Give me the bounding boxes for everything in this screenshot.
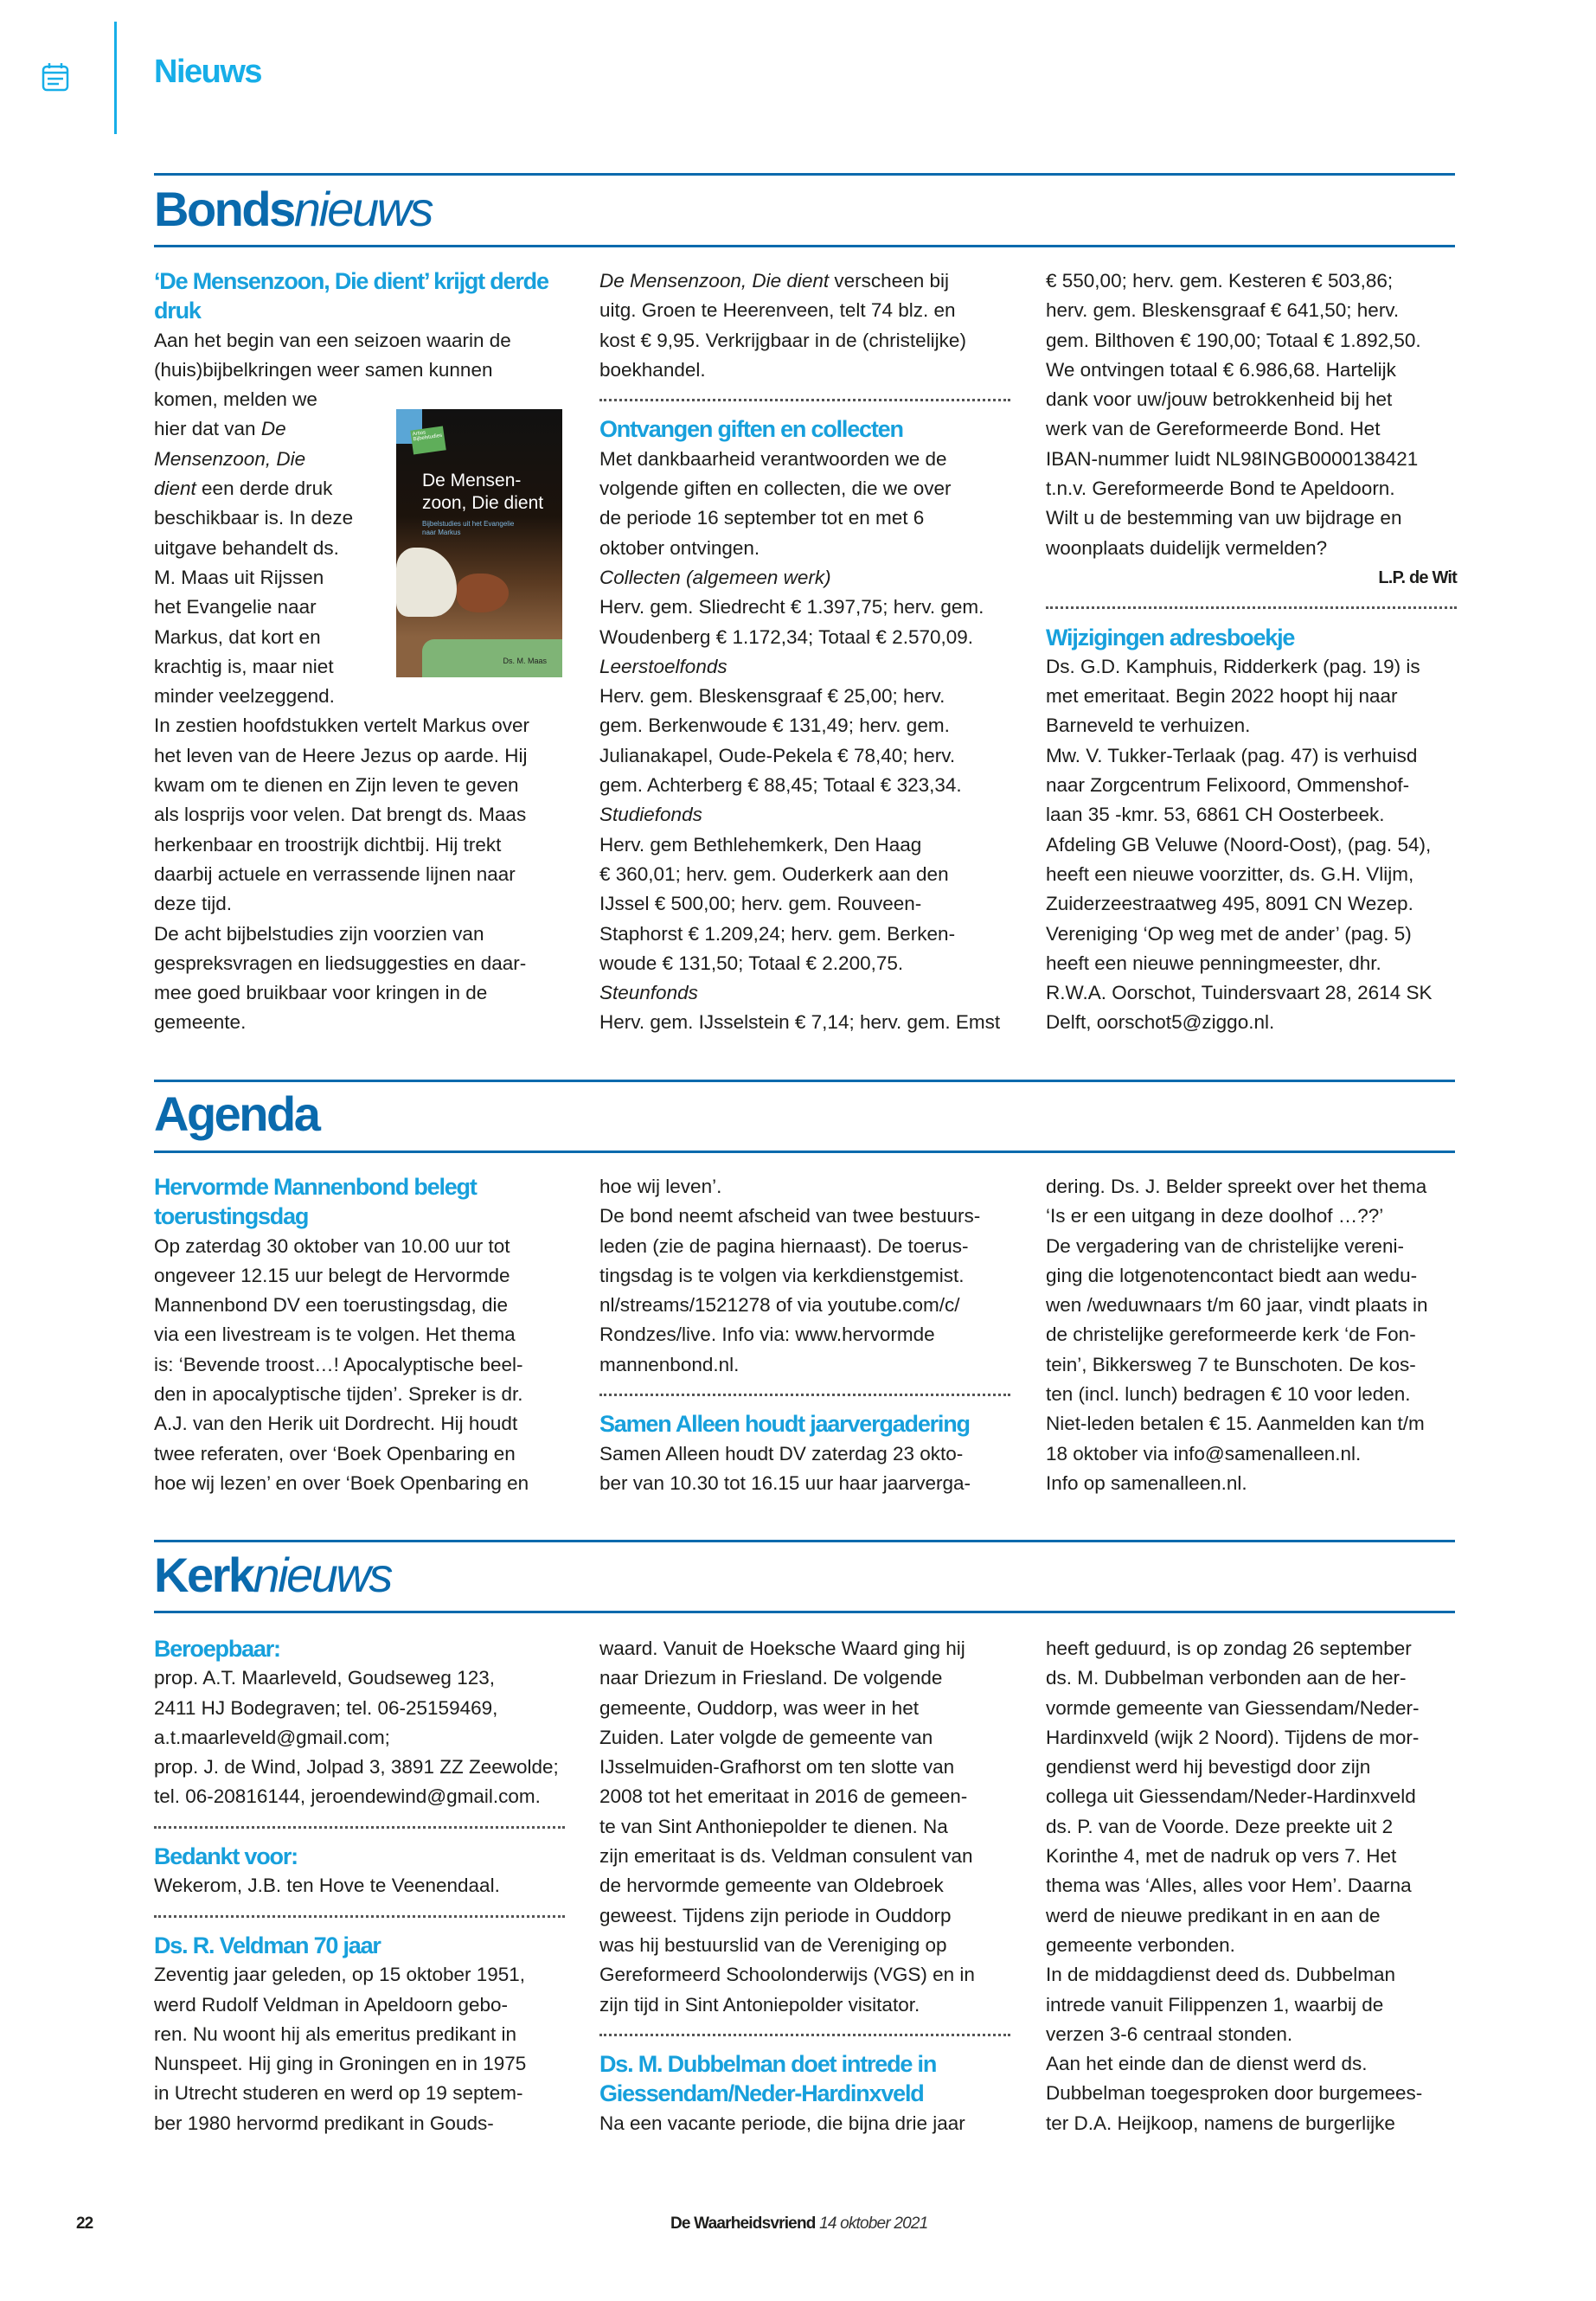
text-line: werd de nieuwe predikant in en aan de bbox=[1046, 1904, 1381, 1926]
text-line: Zuiden. Later volgde de gemeente van bbox=[599, 1726, 933, 1748]
footer-publication bbox=[670, 2214, 927, 2234]
text-line: woonplaats duidelijk vermelden? bbox=[1046, 536, 1328, 559]
text-line bbox=[599, 978, 1010, 1008]
italic-segment: Leerstoelfonds bbox=[599, 655, 727, 677]
text-line: Delft, oorschot5@ziggo.nl. bbox=[1046, 1011, 1275, 1034]
text-line: naar Driezum in Friesland. De volgende bbox=[599, 1667, 943, 1689]
text-line: vormde gemeente van Giessendam/Neder- bbox=[1046, 1696, 1420, 1719]
article-column bbox=[154, 1172, 565, 1498]
text-segment: hier dat van bbox=[154, 418, 261, 440]
text-line: Ds. G.D. Kamphuis, Ridderkerk (pag. 19) is bbox=[1046, 655, 1420, 677]
text-line: In de middagdienst deed ds. Dubbelman bbox=[1046, 1964, 1396, 1986]
text-line: ber van 10.30 tot 16.15 uur haar jaarverga- bbox=[599, 1471, 971, 1494]
text-line: gendienst werd hij bevestigd door zijn bbox=[1046, 1756, 1371, 1779]
text-line: Herv. gem. Bleskensgraaf € 25,00; herv. bbox=[599, 685, 945, 708]
text-line: In zestien hoofdstukken vertelt Markus over bbox=[154, 715, 529, 737]
text-line: de hervormde gemeente van Oldebroek bbox=[599, 1875, 944, 1897]
header-divider bbox=[114, 22, 117, 134]
article-heading: Ds. R. Veldman 70 jaar bbox=[154, 1932, 381, 1958]
text-line: kwam om te dienen en Zijn leven te geven bbox=[154, 774, 519, 797]
text-line: 2411 HJ Bodegraven; tel. 06-25159469, bbox=[154, 1696, 498, 1719]
text-line: gemeente verbonden. bbox=[1046, 1933, 1235, 1956]
article-heading: Giessendam/Neder-Hardinxveld bbox=[599, 2080, 924, 2107]
italic-segment: Mensenzoon, Die bbox=[154, 447, 306, 470]
text-line: boekhandel. bbox=[599, 358, 706, 381]
text-line: ten (incl. lunch) bedragen € 10 voor leden. bbox=[1046, 1383, 1411, 1406]
dotted-divider bbox=[599, 1380, 1010, 1409]
text-line: Barneveld te verhuizen. bbox=[1046, 715, 1251, 737]
text-line: tein’, Bikkersweg 7 te Bunschoten. De kos- bbox=[1046, 1353, 1416, 1375]
text-line: werk van de Gereformeerde Bond. Het bbox=[1046, 418, 1381, 440]
text-line: het Evangelie naar bbox=[154, 596, 317, 619]
text-line: intrede vanuit Filippenzen 1, waarbij de bbox=[1046, 1993, 1384, 2016]
text-line: De bond neemt afscheid van twee bestuurs- bbox=[599, 1205, 981, 1227]
text-line: Mannenbond DV een toerustingsdag, die bbox=[154, 1294, 509, 1317]
text-line: herkenbaar en troostrijk dichtbij. Hij trekt bbox=[154, 833, 502, 856]
text-line: gemeente, Ouddorp, was weer in het bbox=[599, 1696, 919, 1719]
text-line: gem. Achterberg € 88,45; Totaal € 323,34. bbox=[599, 774, 962, 797]
text-line: Hardinxveld (wijk 2 Noord). Tijdens de mor- bbox=[1046, 1726, 1420, 1748]
article-heading: Beroepbaar: bbox=[154, 1636, 280, 1662]
article-heading: Samen Alleen houdt jaarvergadering bbox=[599, 1411, 970, 1438]
text-line: Herv. gem Bethlehemkerk, Den Haag bbox=[599, 833, 922, 856]
text-line: ds. M. Dubbelman verbonden aan de her- bbox=[1046, 1667, 1407, 1689]
issue-date: 14 oktober 2021 bbox=[819, 2214, 928, 2233]
text-line: A.J. van den Herik uit Dordrecht. Hij houdt bbox=[154, 1413, 518, 1435]
text-segment: verscheen bij bbox=[829, 270, 949, 292]
text-line: wen /weduwnaars t/m 60 jaar, vindt plaats in bbox=[1046, 1294, 1428, 1317]
text-line: We ontvingen totaal € 6.986,68. Hartelijk bbox=[1046, 358, 1396, 381]
text-line: € 550,00; herv. gem. Kesteren € 503,86; bbox=[1046, 270, 1394, 292]
text-line: ongeveer 12.15 uur belegt de Hervormde bbox=[154, 1264, 510, 1286]
italic-segment: dient bbox=[154, 478, 196, 500]
italic-segment: Steunfonds bbox=[599, 982, 698, 1004]
text-line: nl/streams/1521278 of via youtube.com/c/ bbox=[599, 1294, 960, 1317]
cover-title: zoon, Die dient bbox=[422, 493, 544, 513]
text-line: zijn emeritaat is ds. Veldman consulent van bbox=[599, 1845, 973, 1868]
text-line: prop. A.T. Maarleveld, Goudseweg 123, bbox=[154, 1667, 495, 1689]
text-line: Met dankbaarheid verantwoorden we de bbox=[599, 447, 947, 470]
text-line: Rondzes/live. Info via: www.hervormde bbox=[599, 1324, 935, 1346]
section-kicker: Nieuws bbox=[154, 54, 262, 90]
text-line: beschikbaar is. In deze bbox=[154, 507, 354, 529]
dotted-divider bbox=[599, 2020, 1010, 2049]
text-line: als losprijs voor velen. Dat brengt ds. Maas bbox=[154, 804, 527, 826]
text-line: Staphorst € 1.209,24; herv. gem. Berken- bbox=[599, 922, 956, 945]
text-line: is: ‘Bevende troost…! Apocalyptische beel- bbox=[154, 1353, 523, 1375]
text-line: volgende giften en collecten, die we over bbox=[599, 478, 952, 500]
text-line: het leven van de Heere Jezus op aarde. Hij bbox=[154, 744, 528, 766]
text-line: gem. Bilthoven € 190,00; Totaal € 1.892,50. bbox=[1046, 329, 1421, 351]
text-line: Gereformeerd Schoolonderwijs (VGS) en in bbox=[599, 1964, 975, 1986]
italic-segment: De Mensenzoon, Die dient bbox=[599, 270, 830, 292]
title-italic: nieuws bbox=[253, 1548, 391, 1602]
text-line: via een livestream is te volgen. Het thema bbox=[154, 1324, 516, 1346]
text-line: Herv. gem. IJsselstein € 7,14; herv. gem. Emst bbox=[599, 1011, 1001, 1034]
section-rule bbox=[154, 1540, 1455, 1542]
text-line: Woudenberg € 1.172,34; Totaal € 2.570,09. bbox=[599, 625, 974, 648]
cover-title: De Mensen- bbox=[422, 471, 522, 490]
section-title-agenda bbox=[154, 1088, 318, 1140]
text-line: Info op samenalleen.nl. bbox=[1046, 1471, 1247, 1494]
article-column bbox=[599, 266, 1010, 1038]
text-line: IJsselmuiden-Grafhorst om ten slotte van bbox=[599, 1756, 955, 1779]
text-line: heeft geduurd, is op zondag 26 september bbox=[1046, 1638, 1412, 1659]
section-rule bbox=[154, 1080, 1455, 1082]
section-rule bbox=[154, 1611, 1455, 1613]
text-line: gespreksvragen en liedsuggesties en daar- bbox=[154, 952, 527, 974]
text-line: a.t.maarleveld@gmail.com; bbox=[154, 1726, 390, 1748]
italic-segment: De bbox=[260, 418, 286, 440]
dotted-divider bbox=[1046, 593, 1457, 622]
book-cover-image bbox=[396, 409, 562, 677]
text-line: ter D.A. Heijkoop, namens de burgerlijke bbox=[1046, 2112, 1395, 2134]
text-line: waard. Vanuit de Hoeksche Waard ging hij bbox=[599, 1638, 965, 1659]
article-heading: Bedankt voor: bbox=[154, 1843, 298, 1870]
text-line: gem. Berkenwoude € 131,49; herv. gem. bbox=[599, 715, 950, 737]
text-line: Vereniging ‘Op weg met de ander’ (pag. 5) bbox=[1046, 922, 1412, 945]
text-line: heeft een nieuwe penningmeester, dhr. bbox=[1046, 952, 1381, 974]
dotted-divider bbox=[154, 1812, 565, 1842]
text-line: Niet-leden betalen € 15. Aanmelden kan t/m bbox=[1046, 1413, 1425, 1435]
text-line: gemeente. bbox=[154, 1011, 247, 1034]
text-line: krachtig is, maar niet bbox=[154, 655, 334, 677]
text-line: deze tijd. bbox=[154, 893, 233, 915]
title-italic: nieuws bbox=[293, 182, 433, 236]
text-line: Aan het einde dan de dienst werd ds. bbox=[1046, 2053, 1368, 2075]
text-line: Aan het begin van een seizoen waarin de bbox=[154, 329, 511, 351]
title-bold: Agenda bbox=[154, 1086, 319, 1141]
text-line: 18 oktober via info@samenalleen.nl. bbox=[1046, 1442, 1362, 1465]
text-line: (huis)bijbelkringen weer samen kunnen bbox=[154, 358, 493, 381]
dotted-divider bbox=[599, 385, 1010, 414]
text-line: mannenbond.nl. bbox=[599, 1353, 740, 1375]
text-line: R.W.A. Oorschot, Tuindersvaart 28, 2614 SK bbox=[1046, 982, 1433, 1004]
calendar-icon bbox=[42, 62, 69, 92]
text-line: werd Rudolf Veldman in Apeldoorn gebo- bbox=[154, 1993, 509, 2016]
section-title-bondsnieuws bbox=[154, 183, 432, 235]
text-line: prop. J. de Wind, Jolpad 3, 3891 ZZ Zeewolde; bbox=[154, 1756, 559, 1779]
text-line: tingsdag is te volgen via kerkdienstgemist. bbox=[599, 1264, 965, 1286]
text-line: de christelijke gereformeerde kerk ‘de Fon- bbox=[1046, 1324, 1416, 1346]
article-column bbox=[1046, 266, 1457, 1038]
text-line: was hij bestuurslid van de Vereniging op bbox=[599, 1933, 947, 1956]
magazine-name: De Waarheidsvriend bbox=[670, 2214, 816, 2233]
text-line: verzen 3-6 centraal stonden. bbox=[1046, 2022, 1293, 2045]
author-signature: L.P. de Wit bbox=[1378, 567, 1457, 587]
text-line: Wekerom, J.B. ten Hove te Veenendaal. bbox=[154, 1875, 500, 1897]
text-line: herv. gem. Bleskensgraaf € 641,50; herv. bbox=[1046, 299, 1400, 322]
text-line: kost € 9,95. Verkrijgbaar in de (christelijke) bbox=[599, 329, 966, 351]
section-rule bbox=[154, 173, 1455, 176]
text-line: woude € 131,50; Totaal € 2.200,75. bbox=[599, 952, 904, 974]
text-line: € 360,01; herv. gem. Ouderkerk aan den bbox=[599, 862, 949, 885]
text-line: Zeventig jaar geleden, op 15 oktober 1951, bbox=[154, 1964, 526, 1986]
text-line: thema was ‘Alles, alles voor Hem’. Daarna bbox=[1046, 1875, 1412, 1897]
text-line: te van Sint Anthoniepolder te dienen. Na bbox=[599, 1815, 948, 1837]
text-line: Zuiderzeestraatweg 495, 8091 CN Wezep. bbox=[1046, 893, 1413, 915]
text-line: hoe wij leven’. bbox=[599, 1176, 722, 1197]
text-line: met emeritaat. Begin 2022 hoopt hij naar bbox=[1046, 685, 1398, 708]
article-heading: Ontvangen giften en collecten bbox=[599, 416, 903, 443]
text-line: ber 1980 hervormd predikant in Gouds- bbox=[154, 2112, 494, 2134]
text-line bbox=[599, 563, 1010, 593]
section-rule bbox=[154, 1150, 1455, 1153]
text-line: oktober ontvingen. bbox=[599, 536, 760, 559]
text-line: ds. P. van de Voorde. Deze preekte uit 2 bbox=[1046, 1815, 1394, 1837]
text-line: twee referaten, over ‘Boek Openbaring en bbox=[154, 1442, 516, 1465]
text-line: geweest. Tijdens zijn periode in Ouddorp bbox=[599, 1904, 952, 1926]
text-line: Dubbelman toegesproken door burgemees- bbox=[1046, 2082, 1423, 2105]
italic-segment: Collecten (algemeen werk) bbox=[599, 566, 831, 588]
text-line: dering. Ds. J. Belder spreekt over het thema bbox=[1046, 1176, 1427, 1197]
section-rule bbox=[154, 245, 1455, 247]
text-line: zijn tijd in Sint Antoniepolder visitator. bbox=[599, 1993, 920, 2016]
article-heading: druk bbox=[154, 298, 201, 324]
text-line: Nunspeet. Hij ging in Groningen en in 1975 bbox=[154, 2053, 527, 2075]
text-line: 2008 tot het emeritaat in 2016 de gemeen- bbox=[599, 1785, 968, 1808]
text-line bbox=[599, 266, 1010, 296]
italic-segment: Studiefonds bbox=[599, 804, 702, 826]
text-line: Afdeling GB Veluwe (Noord-Oost), (pag. 54), bbox=[1046, 833, 1432, 856]
cover-subtitle: naar Markus bbox=[422, 529, 461, 536]
text-line: t.n.v. Gereformeerde Bond te Apeldoorn. bbox=[1046, 478, 1395, 500]
article-column bbox=[154, 1634, 565, 2138]
text-line: in Utrecht studeren en werd op 19 septem- bbox=[154, 2082, 523, 2105]
page-number: 22 bbox=[76, 2214, 93, 2233]
text-line: Herv. gem. Sliedrecht € 1.397,75; herv. gem. bbox=[599, 596, 984, 619]
text-line: minder veelzeggend. bbox=[154, 685, 335, 708]
article-column bbox=[599, 1172, 1010, 1498]
text-line: Julianakapel, Oude-Pekela € 78,40; herv. bbox=[599, 744, 956, 766]
text-line: Wilt u de bestemming van uw bijdrage en bbox=[1046, 507, 1402, 529]
text-line: ging die lotgenotencontact biedt aan wedu- bbox=[1046, 1264, 1418, 1286]
text-line: ren. Nu woont hij als emeritus predikant in bbox=[154, 2022, 516, 2045]
text-line: tel. 06-20816144, jeroendewind@gmail.com. bbox=[154, 1785, 541, 1808]
text-line: komen, melden we bbox=[154, 388, 317, 411]
text-line: De acht bijbelstudies zijn voorzien van bbox=[154, 922, 484, 945]
text-line: hoe wij lezen’ en over ‘Boek Openbaring en bbox=[154, 1471, 529, 1494]
cover-badge: Artios Bijbelstudies bbox=[410, 426, 446, 454]
text-line: IJssel € 500,00; herv. gem. Rouveen- bbox=[599, 893, 922, 915]
text-line: M. Maas uit Rijssen bbox=[154, 566, 324, 588]
text-line: collega uit Giessendam/Neder-Hardinxveld bbox=[1046, 1785, 1416, 1808]
text-line: Samen Alleen houdt DV zaterdag 23 okto- bbox=[599, 1442, 964, 1465]
cover-subtitle: Bijbelstudies uit het Evangelie bbox=[422, 520, 515, 528]
text-line: Markus, dat kort en bbox=[154, 625, 321, 648]
dotted-divider bbox=[154, 1901, 565, 1931]
text-line: Na een vacante periode, die bijna drie jaar bbox=[599, 2112, 965, 2134]
text-line: Op zaterdag 30 oktober van 10.00 uur tot bbox=[154, 1234, 510, 1257]
article-heading: Wijzigingen adresboekje bbox=[1046, 624, 1295, 651]
cover-author: Ds. M. Maas bbox=[503, 657, 547, 665]
text-line: de periode 16 september tot en met 6 bbox=[599, 507, 925, 529]
title-bold: Bonds bbox=[154, 182, 294, 236]
article-heading: toerustingsdag bbox=[154, 1203, 309, 1230]
text-line: heeft een nieuwe voorzitter, ds. G.H. Vlijm, bbox=[1046, 862, 1414, 885]
article-heading: Ds. M. Dubbelman doet intrede in bbox=[599, 2051, 937, 2078]
text-line: uitgave behandelt ds. bbox=[154, 536, 339, 559]
text-line: laan 35 -kmr. 53, 6861 CH Oosterbeek. bbox=[1046, 804, 1385, 826]
text-segment: een derde druk bbox=[195, 478, 333, 500]
text-line: dank voor uw/jouw betrokkenheid bij het bbox=[1046, 388, 1393, 411]
section-title-kerknieuws bbox=[154, 1549, 391, 1601]
text-line: uitg. Groen te Heerenveen, telt 74 blz. en bbox=[599, 299, 956, 322]
text-line: leden (zie de pagina hiernaast). De toerus- bbox=[599, 1234, 969, 1257]
text-line: naar Zorgcentrum Felixoord, Ommenshof- bbox=[1046, 774, 1410, 797]
text-line: IBAN-nummer luidt NL98INGB0000138421 bbox=[1046, 447, 1419, 470]
article-heading: Hervormde Mannenbond belegt bbox=[154, 1174, 477, 1200]
article-column bbox=[599, 1634, 1010, 2138]
text-line: Korinthe 4, met de nadruk op vers 7. Het bbox=[1046, 1845, 1397, 1868]
text-line bbox=[599, 800, 1010, 830]
text-line: De vergadering van de christelijke vereni- bbox=[1046, 1234, 1404, 1257]
text-line bbox=[599, 652, 1010, 682]
title-bold: Kerk bbox=[154, 1548, 253, 1602]
text-line: Mw. V. Tukker-Terlaak (pag. 47) is verhuisd bbox=[1046, 744, 1418, 766]
article-heading: ‘De Mensenzoon, Die dient’ krijgt derde bbox=[154, 268, 548, 294]
text-line: ‘Is er een uitgang in deze doolhof …??’ bbox=[1046, 1205, 1384, 1227]
text-line: mee goed bruikbaar voor kringen in de bbox=[154, 982, 488, 1004]
article-column bbox=[1046, 1172, 1457, 1498]
text-line: daarbij actuele en verrassende lijnen naar bbox=[154, 862, 516, 885]
text-line: den in apocalyptische tijden’. Spreker is dr. bbox=[154, 1383, 523, 1406]
article-column bbox=[1046, 1634, 1457, 2138]
